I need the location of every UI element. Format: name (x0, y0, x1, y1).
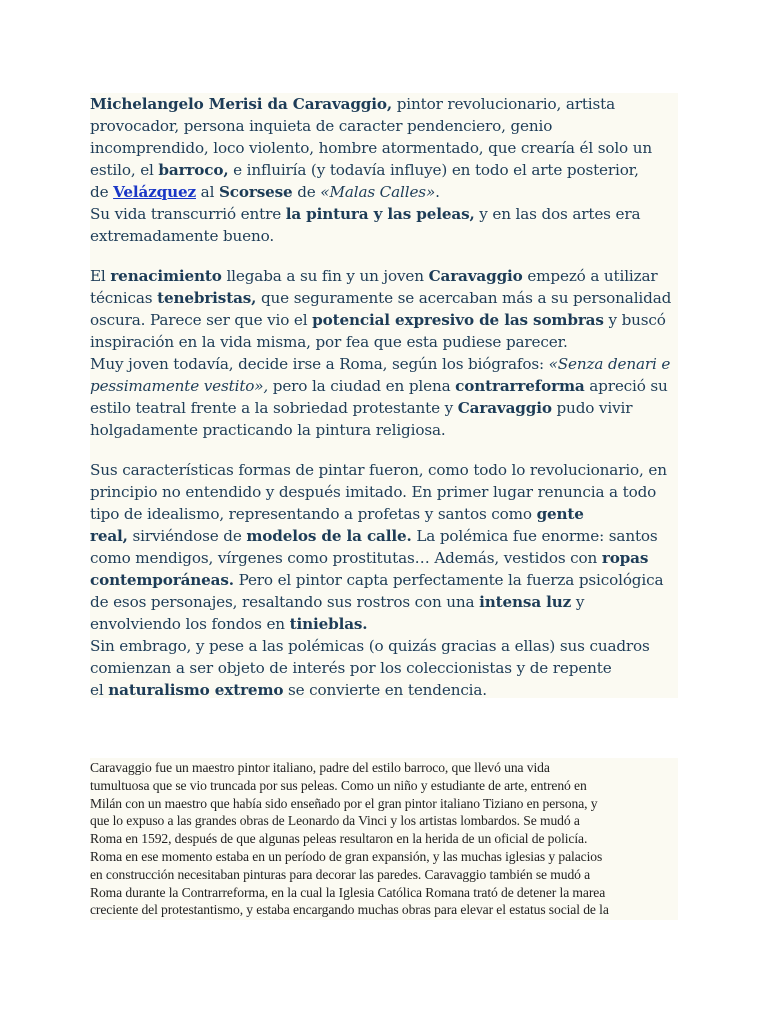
bio-line: que lo expuso a las grandes obras de Leonardo da Vinci y los artistas lombardos. Se mudó a (90, 813, 580, 829)
text-line: Sus características formas de pintar fueron, como todo lo revolucionario, en (90, 461, 667, 479)
text-line: envolviendo los fondos en tinieblas. (90, 615, 368, 633)
text-line: contemporáneas. Pero el pintor capta perfectamente la fuerza psicológica (90, 571, 664, 589)
text-line: estilo, el barroco, e influiría (y todavía influye) en todo el arte posterior, (90, 161, 639, 179)
text-line: oscura. Parece ser que vio el potencial expresivo de las sombras y buscó (90, 311, 666, 329)
article-paragraph-2 (90, 265, 690, 441)
text-line: Sin embrago, y pese a las polémicas (o quizás gracias a ellas) sus cuadros (90, 637, 650, 655)
text-line: el naturalismo extremo se convierte en tendencia. (90, 681, 487, 699)
bio-line: en construcción necesitaban pinturas para decorar las paredes. Caravaggio también se mudó a (90, 866, 591, 882)
text-line: incomprendido, loco violento, hombre atormentado, que crearía él solo un (90, 139, 652, 157)
text-line: extremadamente bueno. (90, 227, 275, 245)
text-line: provocador, persona inquieta de caracter pendenciero, genio (90, 117, 553, 135)
velazquez-link[interactable]: Velázquez (113, 183, 196, 201)
text-line: principio no entendido y después imitado. En primer lugar renuncia a todo (90, 483, 657, 501)
text-line: de Velázquez al Scorsese de «Malas Calles». (90, 183, 440, 201)
text-line: Muy joven todavía, decide irse a Roma, según los biógrafos: «Senza denari e (90, 355, 671, 373)
bio-line: Milán con un maestro que había sido enseñado por el gran pintor italiano Tiziano en persona, y (90, 795, 598, 811)
article-paragraph-3 (90, 459, 690, 701)
text-line: real, sirviéndose de modelos de la calle. La polémica fue enorme: santos (90, 527, 658, 545)
article-paragraph-1 (90, 93, 690, 247)
text-line: Su vida transcurrió entre la pintura y las peleas, y en las dos artes era (90, 205, 641, 223)
text-line: El renacimiento llegaba a su fin y un joven Caravaggio empezó a utilizar (90, 267, 658, 285)
text-line: como mendigos, vírgenes como prostitutas… Además, vestidos con ropas (90, 549, 649, 567)
bio-line: Caravaggio fue un maestro pintor italiano, padre del estilo barroco, que llevó una vida (90, 760, 550, 775)
text-line: inspiración en la vida misma, por fea que esta pudiese parecer. (90, 333, 568, 351)
text-line: técnicas tenebristas, que seguramente se acercaban más a su personalidad (90, 289, 672, 307)
text-line: estilo teatral frente a la sobriedad protestante y Caravaggio pudo vivir (90, 399, 633, 417)
bio-line: Roma en ese momento estaba en un período de gran expansión, y las muchas iglesias y palacios (90, 848, 603, 864)
bio-line: Roma en 1592, después de que algunas peleas resultaron en la herida de un oficial de policía. (90, 831, 588, 847)
bio-paragraph (90, 759, 690, 919)
text-line: holgadamente practicando la pintura religiosa. (90, 421, 446, 439)
artist-name: Michelangelo Merisi da Caravaggio, (90, 95, 393, 113)
bio-line: creciente del protestantismo, y estaba encargando muchas obras para elevar el estatus social de la (90, 902, 609, 918)
bio-line: tumultuosa que se vio truncada por sus peleas. Como un niño y estudiante de arte, entrenó en (90, 777, 587, 793)
text-line: comienzan a ser objeto de interés por los coleccionistas y de repente (90, 659, 612, 677)
text-line: pessimamente vestito», pero la ciudad en plena contrarreforma apreció su (90, 377, 668, 395)
text-line: de esos personajes, resaltando sus rostros con una intensa luz y (90, 593, 585, 611)
bio-line: Roma durante la Contrarreforma, en la cual la Iglesia Católica Romana trató de detener la marea (90, 884, 606, 900)
text-line: Michelangelo Merisi da Caravaggio, pintor revolucionario, artista (90, 95, 616, 113)
text-line: tipo de idealismo, representando a profetas y santos como gente (90, 505, 584, 523)
